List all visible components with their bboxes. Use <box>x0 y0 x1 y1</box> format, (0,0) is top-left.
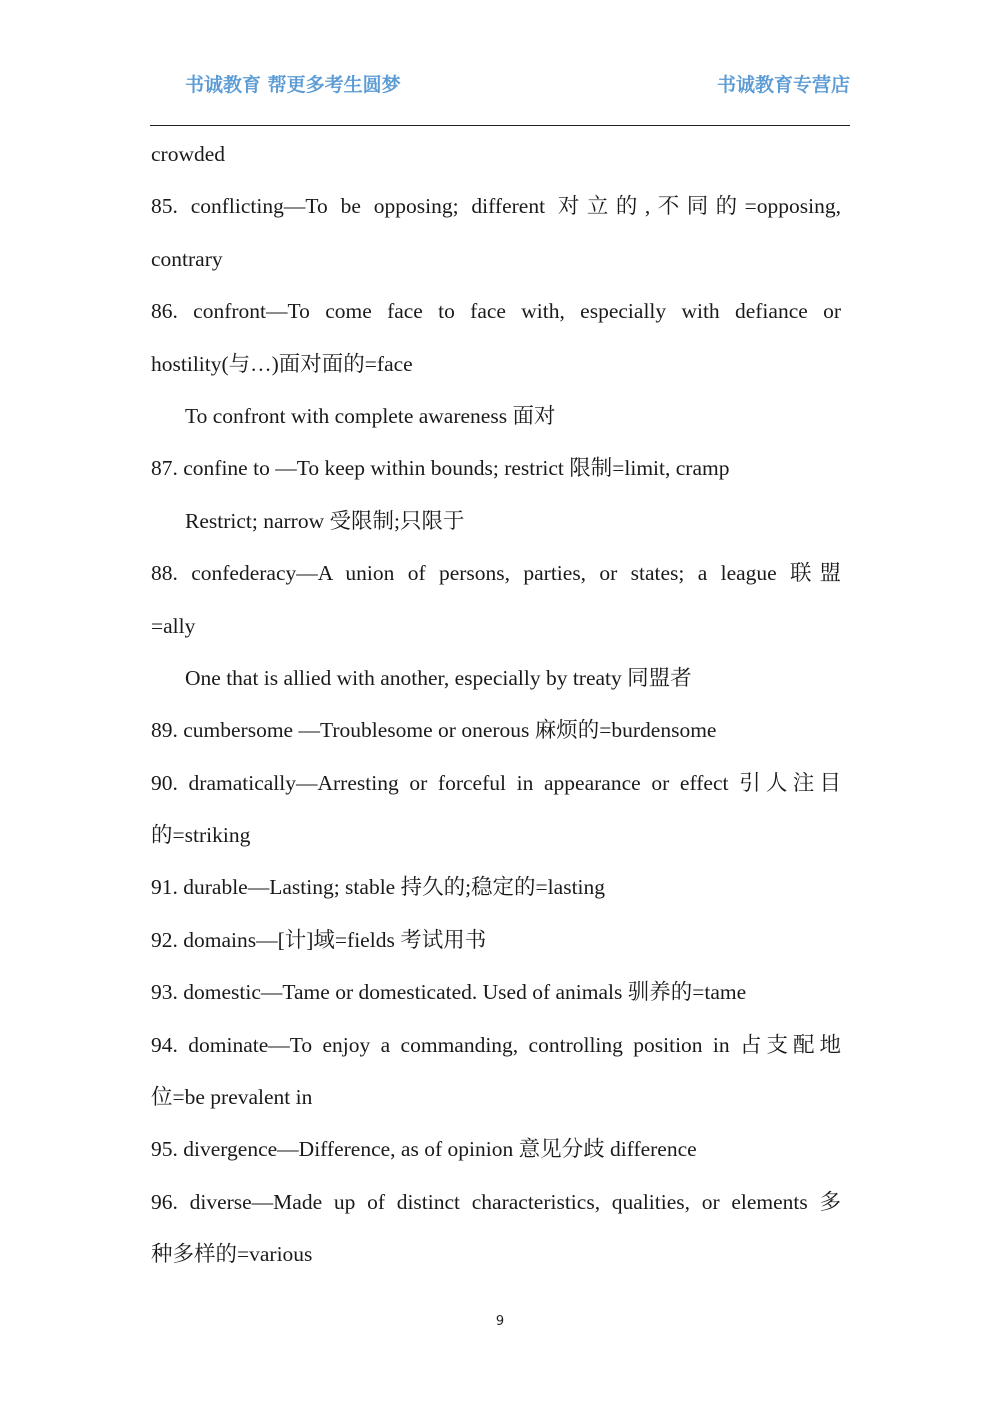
vocabulary-list <box>151 136 841 1289</box>
text-line: 89. cumbersome —Troublesome or onerous 麻烦的=burdensome <box>151 718 717 743</box>
page-header <box>150 70 850 104</box>
header-divider <box>150 125 850 126</box>
text-line: 86. confront—To come face to face with, especially with defiance or <box>151 299 841 324</box>
text-line: 88. confederacy—A union of persons, parties, or states; a league 联盟 <box>151 561 841 586</box>
header-store-name: 书诚教育专营店 <box>716 74 850 96</box>
page-number: 9 <box>495 1314 505 1329</box>
text-line: One that is allied with another, especially by treaty 同盟者 <box>185 665 692 690</box>
text-line: 94. dominate—To enjoy a commanding, controlling position in 占支配地 <box>151 1032 841 1057</box>
text-line: 的=striking <box>151 823 251 848</box>
text-line: 85. conflicting—To be opposing; different 对立的,不同的=opposing, <box>151 194 841 219</box>
text-line: 90. dramatically—Arresting or forceful in appearance or effect 引人注目 <box>151 770 841 795</box>
text-line: 95. divergence—Difference, as of opinion 意见分歧 difference <box>151 1137 697 1162</box>
text-line: 93. domestic—Tame or domesticated. Used of animals 驯养的=tame <box>151 980 747 1005</box>
text-line: 87. confine to —To keep within bounds; restrict 限制=limit, cramp <box>151 456 730 481</box>
text-line: contrary <box>151 246 223 271</box>
text-line: Restrict; narrow 受限制;只限于 <box>185 508 465 533</box>
text-line: hostility(与…)面对面的=face <box>151 351 413 376</box>
text-line: crowded <box>151 142 226 166</box>
text-line: 位=be prevalent in <box>151 1085 313 1110</box>
text-line: 96. diverse—Made up of distinct characteristics, qualities, or elements 多 <box>151 1189 841 1214</box>
text-line: To confront with complete awareness 面对 <box>185 403 556 428</box>
text-line: 种多样的=various <box>151 1242 313 1267</box>
text-line: 92. domains—[计]域=fields 考试用书 <box>151 927 487 952</box>
text-line: 91. durable—Lasting; stable 持久的;稳定的=lasting <box>151 875 606 900</box>
header-slogan: 书诚教育 帮更多考生圆梦 <box>185 74 401 96</box>
text-line: =ally <box>151 613 196 638</box>
